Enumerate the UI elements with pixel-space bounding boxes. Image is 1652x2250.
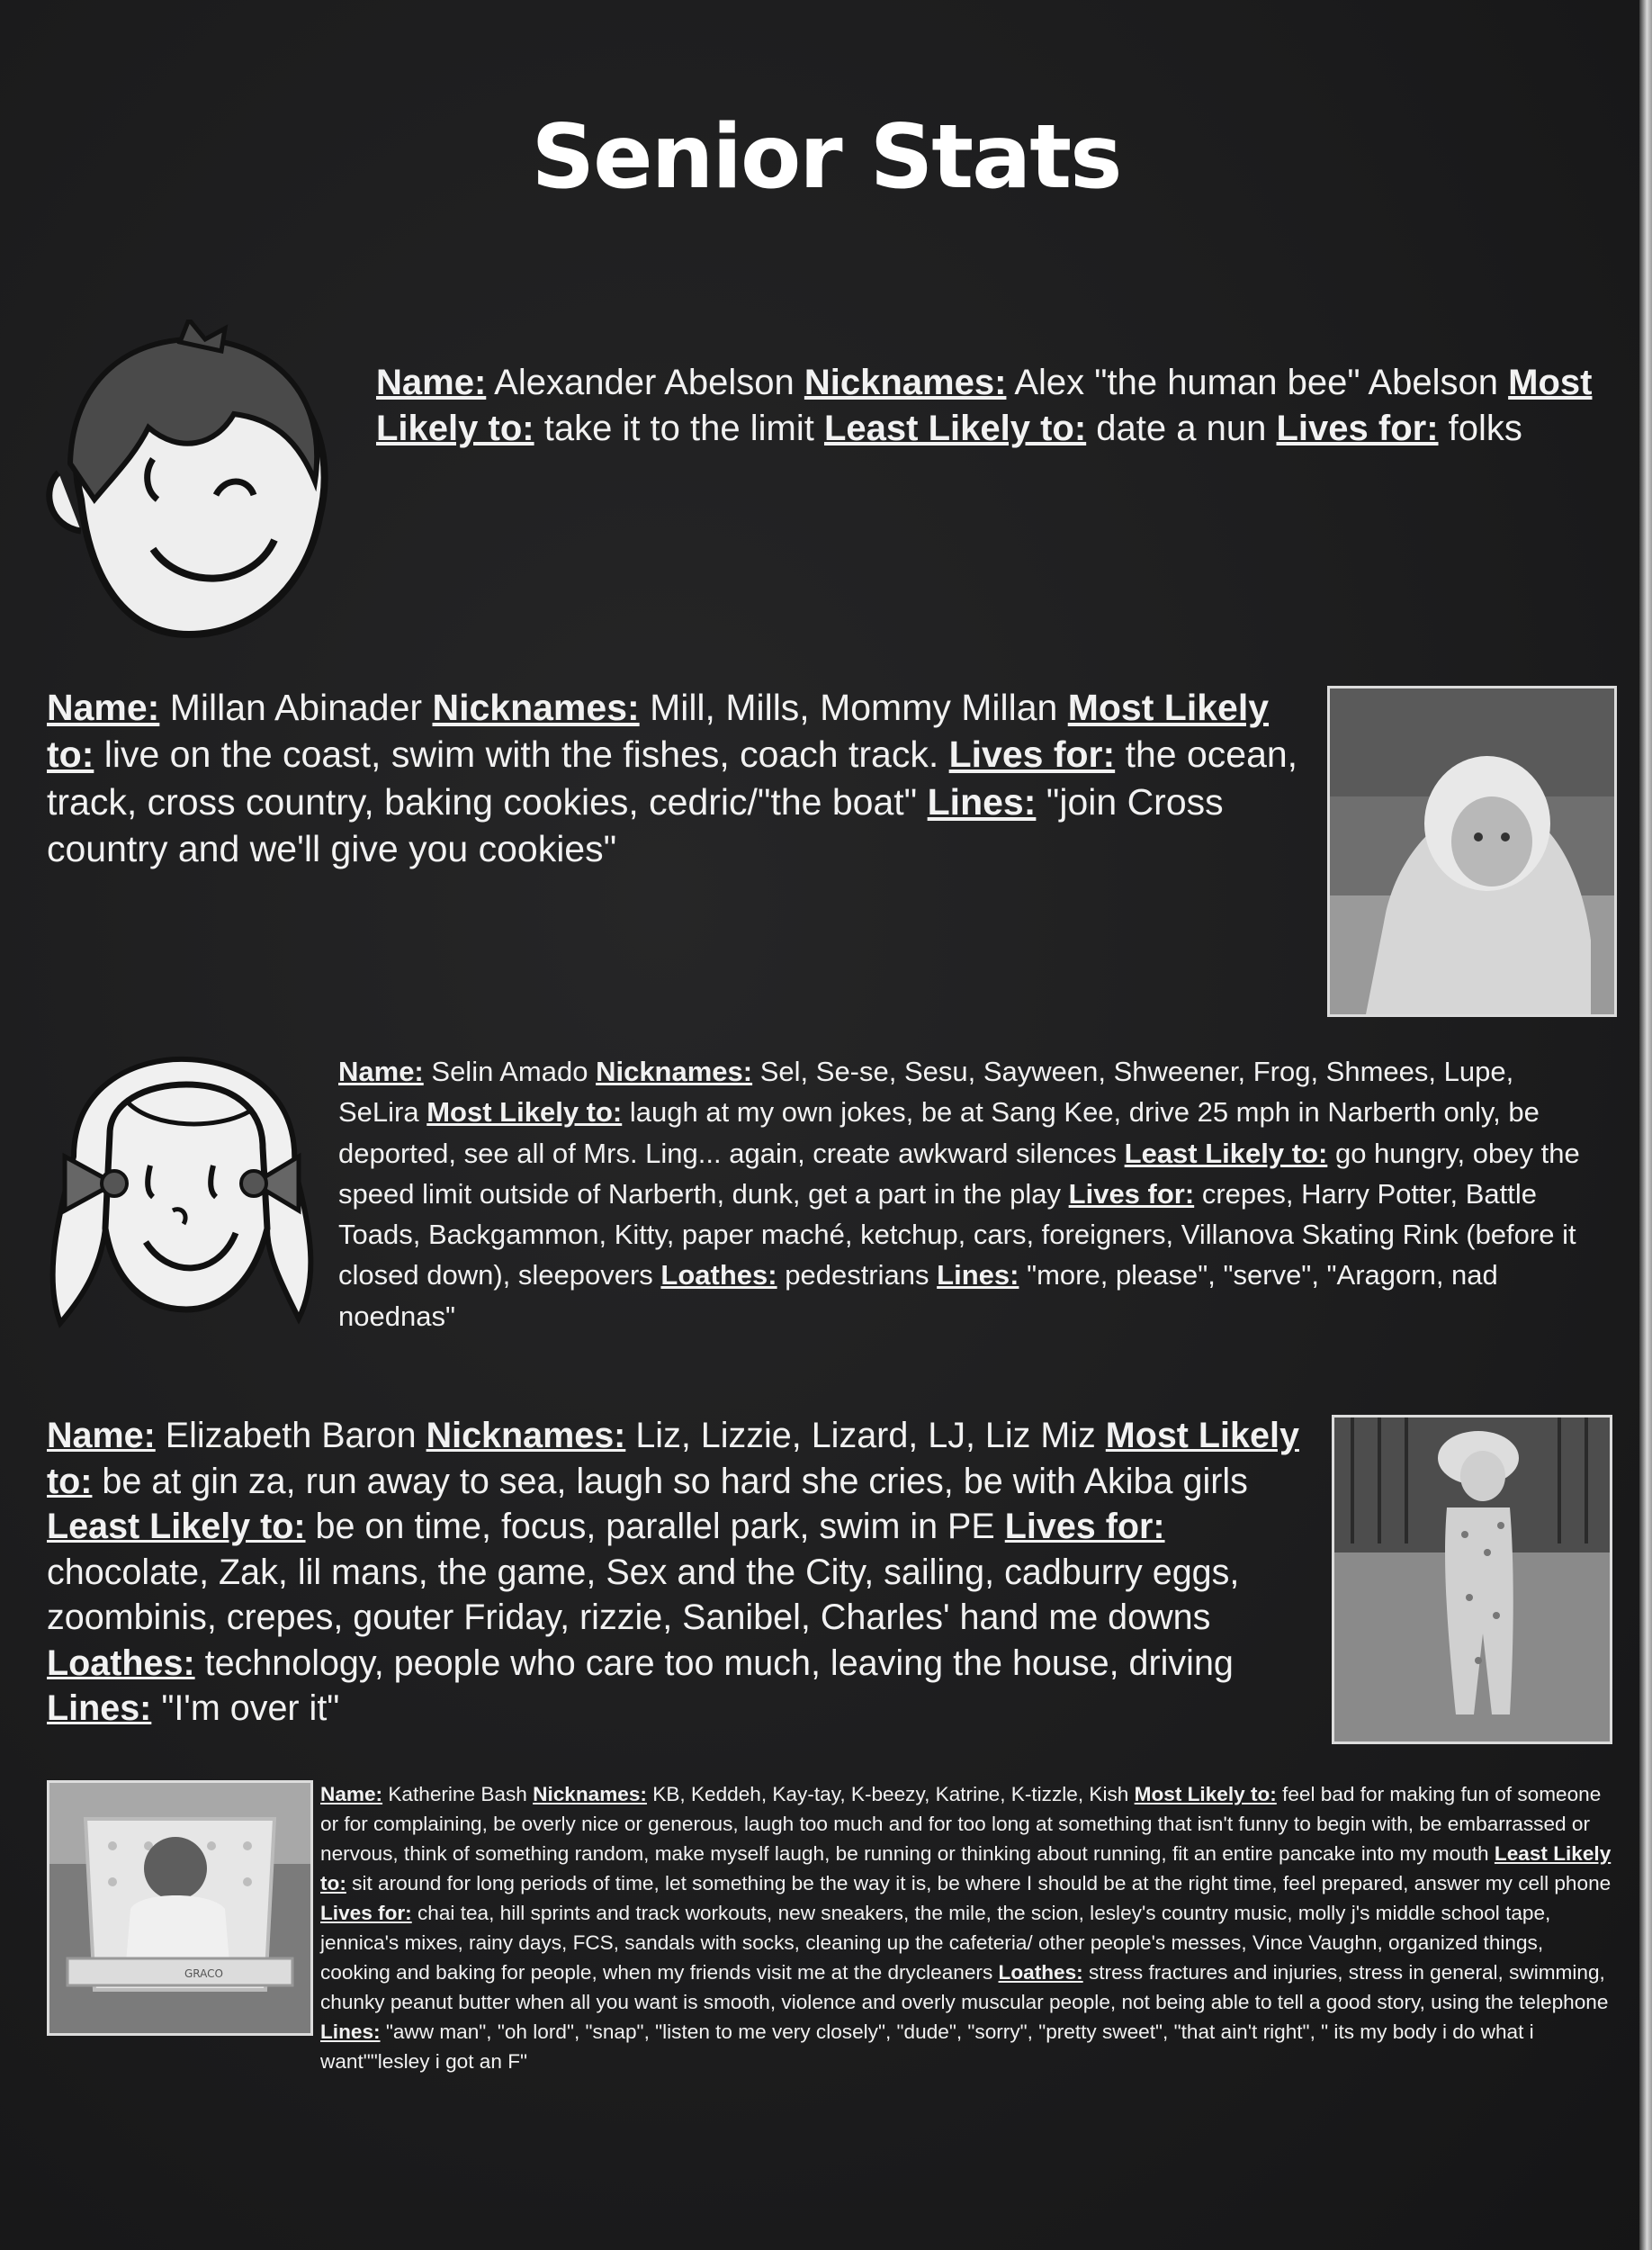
most-likely-value: take it to the limit [543, 409, 814, 449]
loathes-label: Loathes: [660, 1259, 777, 1292]
least-likely-value: date a nun [1096, 409, 1267, 449]
page-spine-edge [1639, 0, 1652, 2250]
lines-label: Lines: [927, 780, 1037, 823]
most-likely-value: live on the coast, swim with the fishes, coach track. [103, 734, 939, 776]
senior-entry-amado [338, 1051, 1598, 1336]
lives-for-label: Lives for: [320, 1901, 412, 1924]
lines-value: "join Cross country and we'll give you cookies" [47, 780, 1224, 870]
lives-for-value: folks [1448, 409, 1522, 449]
lines-label: Lines: [937, 1259, 1019, 1292]
least-likely-label: Least Likely to: [1124, 1137, 1328, 1169]
senior-entry-baron [47, 1413, 1315, 1732]
nicknames-value: Mill, Mills, Mommy Millan [650, 687, 1058, 728]
name-value: Millan Abinader [169, 687, 423, 728]
senior-entry-abelson [376, 360, 1609, 452]
most-likely-value: be at gin za, run away to sea, laugh so hard she cries, be with Akiba girls [102, 1461, 1248, 1501]
toddler-photo [1332, 1415, 1612, 1744]
name-label: Name: [47, 687, 160, 728]
loathes-label: Loathes: [47, 1642, 195, 1683]
lives-for-value: crepes, Harry Potter, Battle Toads, Backgammon, Kitty, paper maché, ketchup, cars, foreigners, Villanova Skating Rink (before it closed down), sleepovers [338, 1177, 1576, 1292]
least-likely-label: Least Likely to: [47, 1507, 306, 1547]
nicknames-label: Nicknames: [432, 687, 640, 728]
lines-value: "I'm over it" [161, 1688, 340, 1729]
name-value: Katherine Bash [388, 1783, 527, 1805]
nicknames-label: Nicknames: [596, 1056, 753, 1087]
loathes-value: pedestrians [785, 1259, 929, 1292]
highchair-brand-text: GRACO [184, 1967, 223, 1980]
nicknames-value: Liz, Lizzie, Lizard, LJ, Liz Miz [635, 1416, 1096, 1455]
most-likely-value: feel bad for making fun of someone or for complaining, be overly nice or generous, laugh too much and for too long at something that isn't funny to begin with, be embarrassed or nervous, think of something random, make myself laugh, be running or thinking about running, fit an entire pancake into my mouth [320, 1783, 1602, 1865]
name-value: Alexander Abelson [494, 363, 795, 402]
lives-for-value: the ocean, track, cross country, baking cookies, cedric/"the boat" [47, 734, 1298, 823]
most-likely-label: Most Likely to: [47, 1416, 1299, 1501]
lines-value: "more, please", "serve", "Aragorn, nad noednas" [338, 1259, 1498, 1332]
nicknames-label: Nicknames: [533, 1783, 647, 1805]
name-label: Name: [376, 363, 487, 402]
nicknames-value: Alex "the human bee" Abelson [1014, 363, 1498, 402]
least-likely-value: go hungry, obey the speed limit outside of Narberth, dunk, get a part in the play [338, 1137, 1580, 1210]
lives-for-label: Lives for: [1276, 409, 1439, 449]
senior-entry-abinader [47, 684, 1306, 873]
name-value: Selin Amado [431, 1056, 588, 1087]
baby-in-highchair-photo [47, 1780, 313, 2036]
most-likely-label: Most Likely to: [376, 363, 1593, 449]
page-title: Senior Stats [531, 106, 1121, 209]
senior-entry-bash [320, 1780, 1616, 2077]
lives-for-label: Lives for: [1004, 1507, 1165, 1547]
most-likely-value: laugh at my own jokes, be at Sang Kee, drive 25 mph in Narberth only, be deported, see all of Mrs. Ling... again, create awkward silences [338, 1096, 1540, 1169]
lives-for-label: Lives for: [948, 734, 1116, 776]
most-likely-label: Most Likely to: [1134, 1783, 1277, 1805]
loathes-label: Loathes: [998, 1960, 1083, 1984]
name-label: Name: [47, 1416, 156, 1455]
cartoon-boy-face-icon [45, 320, 342, 644]
most-likely-label: Most Likely to: [47, 687, 1270, 776]
baby-photo [1327, 686, 1617, 1017]
lines-label: Lines: [320, 2020, 381, 2043]
cartoon-girl-face-icon [38, 1048, 326, 1346]
lines-label: Lines: [47, 1688, 152, 1729]
lives-for-value: chai tea, hill sprints and track workouts, new sneakers, the mile, the scion, lesley's country music, molly j's middle school tape, jennica's mixes, rainy days, FCS, sandals with socks, cleaning up the cafeteria/ other people's messes, Vince Vaughn, organized things, cooking and baking for people, when my friends visit me at the drycleaners [320, 1901, 1551, 1984]
nicknames-value: KB, Keddeh, Kay-tay, K-beezy, Katrine, K-tizzle, Kish [652, 1783, 1129, 1805]
least-likely-label: Least Likely to: [823, 409, 1087, 449]
nicknames-label: Nicknames: [804, 363, 1007, 402]
nicknames-label: Nicknames: [426, 1416, 626, 1455]
nicknames-value: Sel, Se-se, Sesu, Sayween, Shweener, Frog, Shmees, Lupe, SeLira [338, 1056, 1514, 1129]
name-label: Name: [320, 1783, 383, 1805]
name-label: Name: [338, 1056, 424, 1087]
least-likely-label: Least Likely to: [320, 1841, 1612, 1894]
loathes-value: technology, people who care too much, leaving the house, driving [204, 1642, 1234, 1683]
name-value: Elizabeth Baron [165, 1416, 417, 1455]
loathes-value: stress fractures and injuries, stress in general, swimming, chunky peanut butter when all you want is smooth, violence and overly muscular people, not being able to tell a good story, using the telephone [320, 1960, 1609, 2013]
lives-for-value: chocolate, Zak, lil mans, the game, Sex and the City, sailing, cadburry eggs, zoombinis, crepes, gouter Friday, rizzie, Sanibel, Charles' hand me downs [47, 1552, 1240, 1638]
lines-value: "aww man", "oh lord", "snap", "listen to me very closely", "dude", "sorry", "pretty sweet", "that ain't right", " its my body i do what i want""lesley i got an F" [320, 2020, 1534, 2073]
least-likely-value: be on time, focus, parallel park, swim in PE [315, 1507, 995, 1547]
least-likely-value: sit around for long periods of time, let something be the way it is, be where I should be at the right time, feel prepared, answer my cell phone [352, 1871, 1612, 1894]
lives-for-label: Lives for: [1068, 1177, 1195, 1210]
most-likely-label: Most Likely to: [426, 1096, 623, 1129]
